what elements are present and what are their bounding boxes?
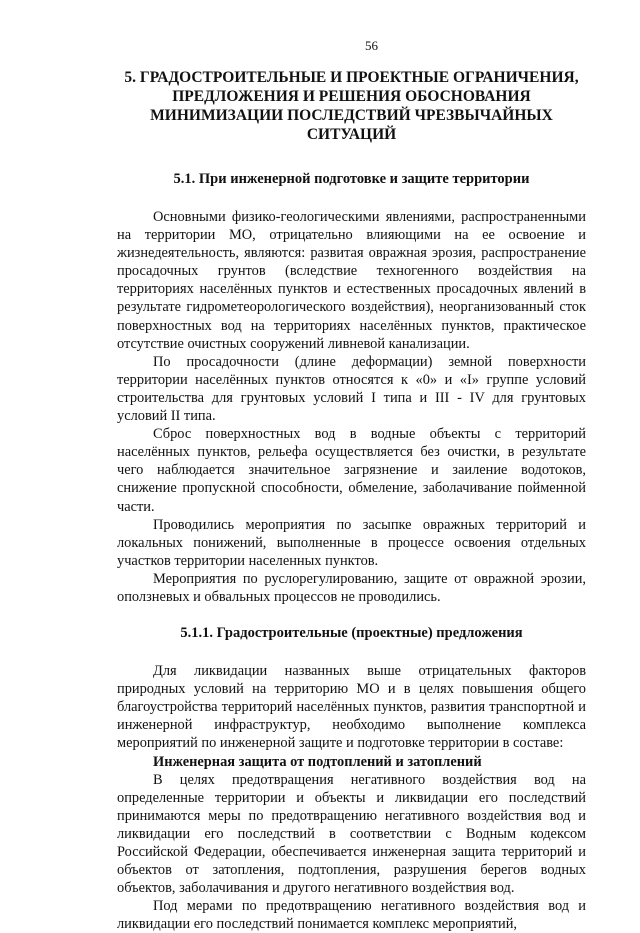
- chapter-heading: 5. ГРАДОСТРОИТЕЛЬНЫЕ И ПРОЕКТНЫЕ ОГРАНИЧЕНИЯ, ПРЕДЛОЖЕНИЯ И РЕШЕНИЯ ОБОСНОВАНИЯ МИНИМИЗАЦИИ ПОСЛЕДСТВИЙ ЧРЕЗВЫЧАЙНЫХ СИТУАЦИЙ: [124, 69, 579, 143]
- subsection-heading: 5.1.1. Градостроительные (проектные) предложения: [180, 625, 523, 642]
- paragraph: По просадочности (длине деформации) земной поверхности территории населённых пунктов относятся к «0» и «I» группе условий строительства для грунтовых условий I типа и III - IV для грунтовых условий II типа.: [117, 353, 586, 425]
- paragraph: Сброс поверхностных вод в водные объекты с территорий населённых пунктов, рельефа осуществляется без очистки, в результате чего наблюдается значительное загрязнение и заиление водотоков, снижение пропускной способности, обмеление, заболачивание пойменной части.: [117, 426, 586, 515]
- section-heading: 5.1. При инженерной подготовке и защите территории: [173, 171, 530, 187]
- paragraph: Под мерами по предотвращению негативного воздействия вод и ликвидации его последствий понимается комплекс мероприятий,: [117, 898, 586, 933]
- paragraph: Для ликвидации названных выше отрицательных факторов природных условий на территорию МО и в целях повышения общего благоустройства территорий населённых пунктов, развития транспортной и инженерной инфраструктур, необходимо выполнение комплекса мероприятий по инженерной защите и подготовке территории в составе:: [117, 663, 586, 752]
- paragraph: Мероприятия по руслорегулированию, защите от овражной эрозии, оползневых и обвальных процессов не проводились.: [117, 570, 586, 605]
- paragraph: Проводились мероприятия по засыпке овражных территорий и локальных понижений, выполненные в процессе освоения отдельных участков территории населенных пунктов.: [117, 516, 586, 569]
- flood-protection-heading: Инженерная защита от подтоплений и затоплений: [153, 753, 482, 770]
- page-number: 56: [365, 38, 378, 53]
- paragraph: В целях предотвращения негативного воздействия вод на определенные территории и объекты и ликвидации его последствий принимаются меры по предотвращению негативного воздействия вод и ликвидации его последствий в соответствии с Водным кодексом Российской Федерации, обеспечивается инженерная защита территорий и объектов от затопления, подтопления, разрушения берегов водных объектов, заболачивания и другого негативного воздействия вод.: [117, 771, 586, 897]
- paragraph: Основными физико-геологическими явлениями, распространенными на территории МО, отрицательно влияющими на ее освоение и жизнедеятельность, являются: развитая овражная эрозия, распространение просадочных грунтов (вследствие техногенного воздействия на территориях населённых пунктов и естественных просадочных явлений в результате гидрометеорологического воздействия), неорганизованный сток поверхностных вод на территориях населённых пунктов, практическое отсутствие очистных сооружений ливневой канализации.: [117, 209, 586, 352]
